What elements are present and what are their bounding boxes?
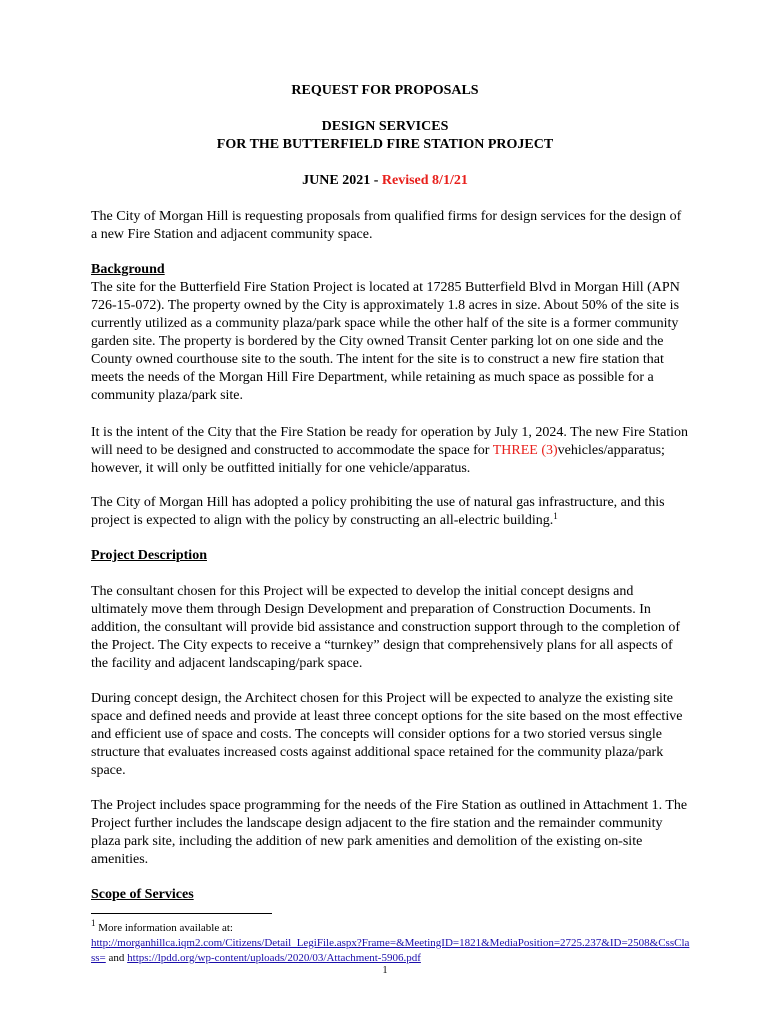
footnote-text: More information available at: (95, 922, 233, 934)
rfp-subtitle: DESIGN SERVICES (321, 119, 449, 134)
vehicle-count: THREE (3) (492, 443, 558, 458)
footnote-and: and (105, 952, 128, 964)
background-paragraph-3 (91, 494, 691, 530)
background-paragraph-2 (91, 424, 691, 478)
project-description-heading: Project Description (91, 548, 207, 563)
footnote-marker: 1 (91, 918, 96, 928)
revised-text: Revised 8/1/21 (381, 173, 468, 188)
background-paragraph-1: The site for the Butterfield Fire Station Project is located at 17285 Butterfield Blvd in Morgan Hill (APN 726-15-072). The property owned by the City is approximately 1.8 acres in size. About 50% of the site is currently utilized as a community plaza/park space while the other half of the site is a former community garden site. The property is bordered by the City owned Transit Center parking lot on one side and the County owned courthouse site to the south. The intent for the site is to construct a new fire station that meets the needs of the Morgan Hill Fire Department, while retaining as much space as possible for a community plaza/park site. (91, 280, 680, 403)
footnote-line (91, 918, 691, 936)
footnote-links (91, 936, 691, 966)
background-heading: Background (91, 262, 165, 277)
date-text: JUNE 2021 - (302, 173, 382, 188)
date-line (0, 172, 770, 190)
project-paragraph-3: The Project includes space programming for the needs of the Fire Station as outlined in Attachment 1. The Project further includes the landscape design adjacent to the fire station and the remainder community plaza park site, including the addition of new park amenities and demolition of the existing on-site amenities. (91, 798, 688, 867)
attachment-link[interactable]: https://lpdd.org/wp-content/uploads/2020/03/Attachment-5906.pdf (127, 952, 421, 964)
scope-heading: Scope of Services (91, 887, 194, 902)
p2-text-b: vehicles/apparatus; however, it will only be outfitted initially for one vehicle/apparatus. (91, 443, 665, 476)
project-title: FOR THE BUTTERFIELD FIRE STATION PROJECT (216, 137, 554, 152)
page-number: 1 (382, 965, 388, 976)
project-paragraph-2: During concept design, the Architect chosen for this Project will be expected to analyze the existing site space and defined needs and provide at least three concept options for the site based on the most effective and efficient use of space and costs. The concepts will consider options for a two storied versus single structure that evaluates increased costs against additional space retained for the community plaza/park space. (91, 691, 683, 778)
meeting-link[interactable]: http://morganhillca.iqm2.com/Citizens/Detail_LegiFile.aspx?Frame=&MeetingID=1821&MediaPosition=2725.237&ID=2508&CssClass= (91, 937, 690, 964)
footnote-divider (91, 913, 272, 914)
intro-paragraph: The City of Morgan Hill is requesting proposals from qualified firms for design services for the design of a new Fire Station and adjacent community space. (91, 209, 682, 242)
rfp-title: REQUEST FOR PROPOSALS (291, 83, 479, 98)
project-paragraph-1: The consultant chosen for this Project will be expected to develop the initial concept designs and ultimately move them through Design Development and preparation of Construction Documents. In addition, the consultant will provide bid assistance and construction support through to the completion of the Project. The City expects to receive a “turnkey” design that comprehensively plans for all aspects of the facility and adjacent landscaping/park space. (91, 584, 681, 671)
footnote-ref[interactable]: 1 (553, 511, 558, 521)
p3-text: The City of Morgan Hill has adopted a policy prohibiting the use of natural gas infrastructure, and this project is expected to align with the policy by constructing an all-electric building. (91, 495, 665, 528)
p2-text-a: It is the intent of the City that the Fire Station be ready for operation by July 1, 2024. The new Fire Station will need to be designed and constructed to accommodate the space for (91, 425, 688, 458)
